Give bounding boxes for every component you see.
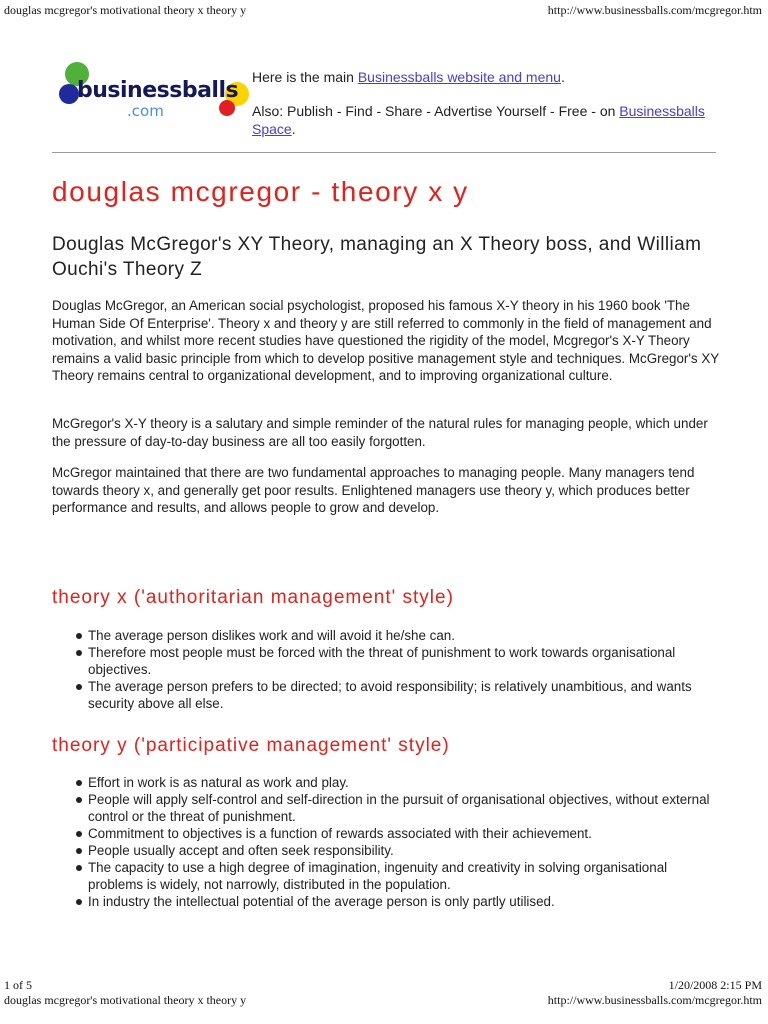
main-website-link[interactable]: Businessballs website and menu (357, 69, 561, 85)
list-item: People usually accept and often seek responsibility. (52, 842, 722, 859)
page-count: 1 of 5 (4, 978, 32, 992)
list-item: The average person prefers to be directed; to avoid responsibility; is relatively unambitious, and wants security above all else. (52, 678, 722, 712)
theory-x-heading: theory x ('authoritarian management' style) (52, 587, 454, 608)
print-header (0, 3, 768, 19)
list-item: The capacity to use a high degree of imagination, ingenuity and creativity in solving organisational problems is widely, not narrowly, distributed in the population. (52, 859, 722, 893)
intro-text: . (291, 121, 296, 137)
intro-text: Here is the main (252, 69, 358, 85)
businessballs-logo[interactable] (55, 58, 255, 128)
list-item: The average person dislikes work and will avoid it he/she can. (52, 627, 722, 644)
page-title: douglas mcgregor - theory x y (52, 176, 469, 207)
intro-line-space (252, 102, 732, 138)
businessballs-space-link[interactable]: Businessballs Space (252, 103, 705, 137)
theory-x-list (52, 627, 722, 712)
list-item: Commitment to objectives is a function of rewards associated with their achievement. (52, 825, 722, 842)
intro-text: Also: Publish - Find - Share - Advertise Yourself - Free - on (252, 103, 620, 119)
intro-line-main (252, 68, 732, 86)
logo-suffix: .com (127, 102, 164, 120)
list-item: In industry the intellectual potential of the average person is only partly utilised. (52, 893, 722, 910)
intro-box (252, 68, 732, 138)
page-subtitle: Douglas McGregor's XY Theory, managing an X Theory boss, and William Ouchi's Theory Z (52, 234, 702, 280)
print-header-title: douglas mcgregor's motivational theory x theory y (4, 3, 247, 17)
list-item: Effort in work is as natural as work and play. (52, 774, 722, 791)
logo-blue-ball (59, 84, 79, 104)
print-header-url: http://www.businessballs.com/mcgregor.htm (547, 3, 762, 17)
theory-y-heading: theory y ('participative management' style) (52, 735, 450, 756)
print-footer (0, 978, 768, 1018)
print-footer-url: http://www.businessballs.com/mcgregor.htm (547, 993, 762, 1007)
theory-y-list (52, 774, 722, 910)
list-item: People will apply self-control and self-direction in the pursuit of organisational objectives, without external control or the threat of punishment. (52, 791, 722, 825)
paragraph-approaches: McGregor maintained that there are two fundamental approaches to managing people. Many managers tend towards theory x, and generally get poor results. Enlightened managers use theory y, which produces better performance and results, and allows people to grow and develop. (52, 465, 695, 515)
print-date: 1/20/2008 2:15 PM (668, 978, 762, 992)
intro-text: . (560, 69, 565, 85)
divider (52, 152, 716, 153)
logo-wordmark: businessballs (77, 78, 239, 103)
print-footer-title: douglas mcgregor's motivational theory x theory y (4, 993, 247, 1007)
paragraph-reminder: McGregor's X-Y theory is a salutary and simple reminder of the natural rules for managing people, which under the pressure of day-to-day business are all too easily forgotten. (52, 416, 708, 449)
list-item: Therefore most people must be forced with the threat of punishment to work towards organisational objectives. (52, 644, 722, 678)
paragraph-intro: Douglas McGregor, an American social psychologist, proposed his famous X-Y theory in his 1960 book 'The Human Side Of Enterprise'. Theory x and theory y are still referred to commonly in the field of management and motivation, and whilst more recent studies have questioned the rigidity of the model, Mcgregor's X-Y Theory remains a valid basic principle from which to develop positive management style and techniques. McGregor's XY Theory remains central to organizational development, and to improving organizational culture. (52, 298, 719, 383)
